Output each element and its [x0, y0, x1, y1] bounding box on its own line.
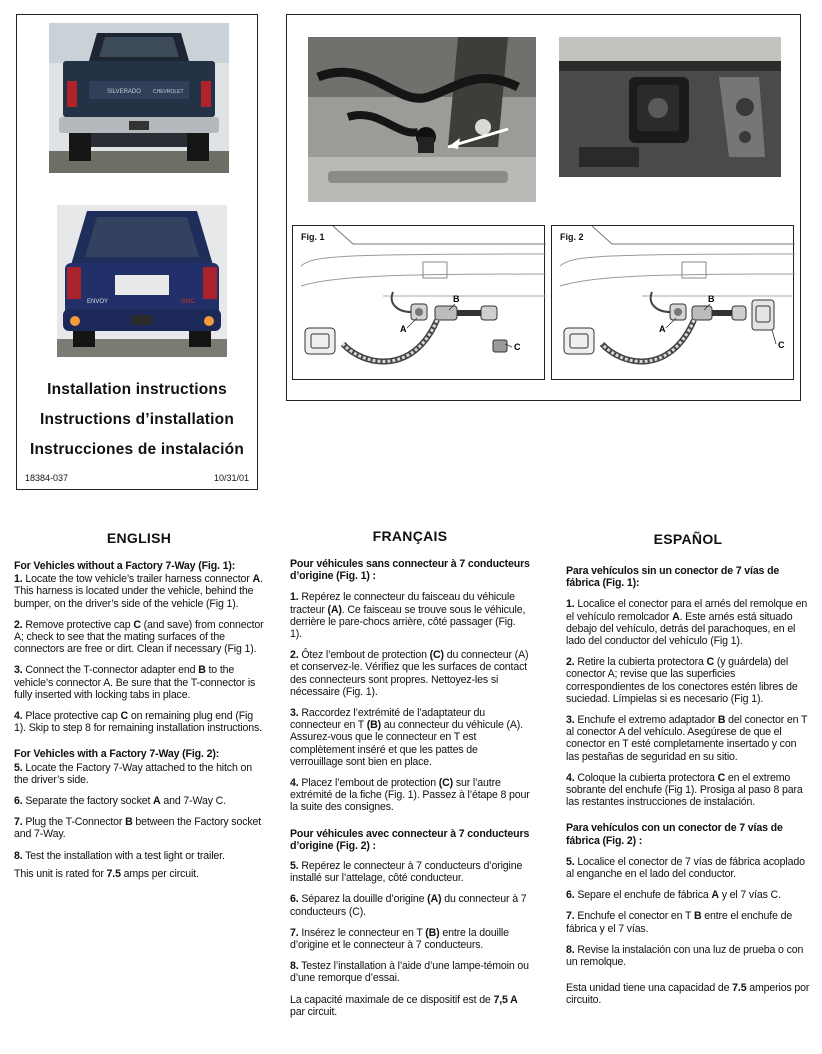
- spanish-section2-title: Para vehículos con un conector de 7 vías de fábrica (Fig. 2) :: [566, 822, 783, 847]
- spanish-step-8: 8. Revise la instalación con una luz de prueba o con un remolque.: [566, 943, 804, 969]
- french-steps-2: [290, 860, 530, 985]
- figure-2-drawing: [552, 226, 795, 381]
- french-column: [290, 528, 530, 1027]
- french-step-4: 4. Placez l’embout de protection (C) sur l’autre extrémité de la fiche (Fig. 1). Passez à l’étape 8 pour la suite des consignes.: [290, 777, 530, 814]
- spanish-step-4: 4. Coloque la cubierta protectora C en el extremo sobrante del enchufe (Fig 1). Prosiga al paso 8 para las restantes instrucciones de instalación.: [566, 771, 803, 809]
- suv-model-text: ENVOY: [87, 299, 109, 305]
- spanish-step-6: 6. Separe el enchufe de fábrica A y el 7 vías C.: [566, 889, 781, 902]
- spanish-heading: ESPAÑOL: [653, 531, 723, 547]
- figures-panel: [286, 14, 801, 401]
- french-step-3: 3. Raccordez l’extrémité de l’adaptateur du connecteur en T (B) au connecteur du véhicule (A). Assurez-vous que le connecteur en T est complètement inséré et que les pattes de verrouillage sont bien en place.: [290, 707, 523, 768]
- french-step-6: 6. Séparez la douille d’origine (A) du connecteur à 7 conducteurs (C).: [290, 893, 527, 918]
- english-heading: ENGLISH: [106, 530, 172, 546]
- french-step-5: 5. Repérez le connecteur à 7 conducteurs d’origine installé sur l’attelage, côté conducteur.: [290, 860, 523, 885]
- title-spanish: Instrucciones de instalación: [29, 441, 245, 458]
- english-section1-title: For Vehicles without a Factory 7-Way (Fig. 1):: [14, 560, 236, 572]
- part-number: 18384-037: [25, 473, 69, 483]
- french-step-8: 8. Testez l’installation à l’aide d’une lampe-témoin ou d’une remorque d’essai.: [290, 960, 529, 985]
- fig2-label-c: C: [778, 340, 785, 350]
- title-french: Instructions d’installation: [40, 411, 234, 428]
- spanish-rating: Esta unidad tiene una capacidad de 7.5 amperios por circuito.: [566, 982, 810, 1007]
- truck-rear-photo: [49, 23, 229, 173]
- fig1-label-c: C: [514, 342, 521, 352]
- suv-brand-text: GMC: [181, 299, 195, 305]
- figure-1-title: Fig. 1: [301, 232, 325, 242]
- spanish-steps-2: [566, 856, 810, 968]
- spanish-step-7: 7. Enchufe el conector en T B entre el enchufe de fábrica y el 7 vías.: [566, 910, 793, 935]
- english-step-8: 8. Test the installation with a test light or trailer.: [14, 849, 225, 862]
- french-step-1: 1. Repérez le connecteur du faisceau du véhicule tracteur (A). Ce faisceau se trouve sous le véhicule, derrière le pare-chocs arrière, côté passager (Fig. 1).: [290, 591, 526, 641]
- english-step-1: 1. Locate the tow vehicle’s trailer harness connector A. This harness is located under the vehicle, behind the bumper, on the driver’s side of the vehicle (Fig 1).: [14, 573, 263, 610]
- truck-model-text: SILVERADO: [107, 89, 141, 95]
- french-rating: La capacité maximale de ce dispositif est de 7,5 A par circuit.: [290, 993, 518, 1018]
- spanish-step-1: 1. Localice el conector para el arnés del remolque en el vehículo remolcador A. Este arnés está situado debajo del vehículo, detrás del parachoques, en el lado del conductor del vehículo (Fig 1).: [566, 598, 808, 648]
- english-step-7: 7. Plug the T-Connector B between the Factory socket and 7-Way.: [14, 816, 262, 841]
- title-english: Installation instructions: [47, 381, 227, 398]
- connector-location-photo: [308, 37, 536, 202]
- french-step-7: 7. Insérez le connecteur en T (B) entre la douille d’origine et le connecteur à 7 conducteurs.: [290, 926, 509, 952]
- fig1-label-a: A: [400, 324, 407, 334]
- figure-1: [292, 225, 545, 380]
- english-step-6: 6. Separate the factory socket A and 7-Way C.: [14, 795, 226, 808]
- english-step-4: 4. Place protective cap C on remaining plug end (Fig 1). Skip to step 8 for remaining installation instructions.: [14, 710, 262, 735]
- suv-rear-photo: [57, 205, 227, 357]
- french-step-2: 2. Ôtez l’embout de protection (C) du connecteur (A) et conservez-le. Vérifiez que les surfaces de contact des connecteurs sont propres. Nettoyez-les si nécessaire (Fig. 1).: [290, 649, 529, 698]
- english-steps-2: [14, 762, 264, 862]
- english-step-5: 5. Locate the Factory 7-Way attached to the hitch on the driver’s side.: [14, 761, 252, 786]
- french-section2-title: Pour véhicules avec connecteur à 7 conducteurs d’origine (Fig. 2) :: [290, 827, 530, 852]
- spanish-column: [566, 531, 810, 1016]
- figure-2: [551, 225, 794, 380]
- spanish-step-3: 3. Enchufe el extremo adaptador B del conector en T al conector A del vehículo. Asegúrese de que el conector en T esté completamente insertado y con las pestañas de seguridad en su sitio.: [566, 714, 808, 763]
- english-column: [14, 530, 264, 889]
- french-steps-1: [290, 591, 530, 813]
- english-step-2: 2. Remove protective cap C (and save) from connector A; check to see that the mating surfaces of the connectors are free or dirt. Clean if necessary (Fig 1).: [14, 618, 264, 656]
- french-section1-title: Pour véhicules sans connecteur à 7 conducteurs d’origine (Fig. 1) :: [290, 558, 530, 583]
- figure-1-drawing: [293, 226, 546, 381]
- seven-way-socket-photo: [559, 37, 781, 177]
- cover-titles: [17, 375, 257, 465]
- spanish-section1-title: Para vehículos sin un conector de 7 vías de fábrica (Fig. 1):: [566, 565, 780, 590]
- english-step-3: 3. Connect the T-connector adapter end B to the vehicle’s connector A. Be sure that the T-connector is fully inserted with locking tabs in place.: [14, 664, 256, 701]
- spanish-step-2: 2. Retire la cubierta protectora C (y guárdela) del conector A; revise que las superficies correspondientes de los conectores estén libres de suciedad. Límpielas si es necesario (Fig 1).: [566, 656, 798, 705]
- english-rating: This unit is rated for 7.5 amps per circuit.: [14, 867, 199, 880]
- spanish-step-5: 5. Localice el conector de 7 vías de fábrica acoplado al enganche en el lado del conductor.: [566, 855, 805, 881]
- fig1-label-b: B: [453, 294, 460, 304]
- truck-brand-text: CHEVROLET: [153, 89, 184, 95]
- figure-2-title: Fig. 2: [560, 232, 584, 242]
- english-steps-1: [14, 573, 264, 734]
- cover-panel: [16, 14, 258, 490]
- document-date: 10/31/01: [213, 473, 249, 483]
- english-section2-title: For Vehicles with a Factory 7-Way (Fig. 2):: [14, 748, 220, 761]
- fig2-label-a: A: [659, 324, 666, 334]
- cover-footer: [25, 473, 249, 483]
- fig2-label-b: B: [708, 294, 715, 304]
- spanish-steps-1: [566, 598, 810, 808]
- french-heading: FRANÇAIS: [372, 528, 448, 544]
